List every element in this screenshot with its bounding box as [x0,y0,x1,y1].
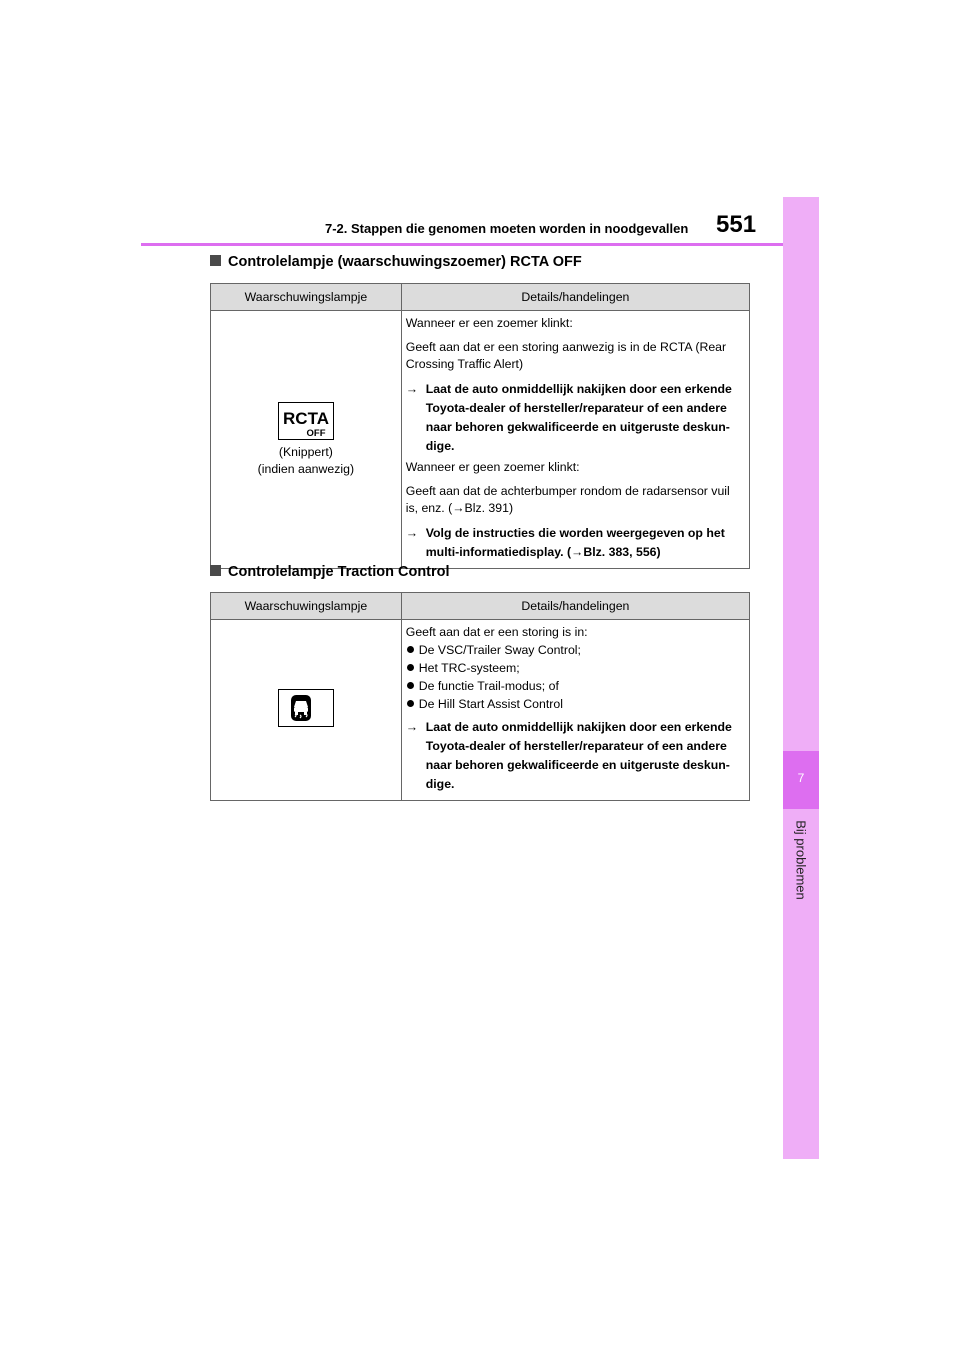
section-heading-traction [210,564,450,580]
list-item [406,695,744,713]
icon-cell [211,311,402,569]
details-cell [401,620,749,801]
section-heading-text: Controlelampje (waarschuwingszoemer) RCTA OFF [228,254,582,270]
list-item-text: De Hill Start Assist Control [418,697,563,711]
table-row [211,620,750,801]
chapter-number: 7 [797,771,805,785]
warning-table-rcta [210,283,750,569]
column-header-warning-light: Waarschuwingslampje [211,284,402,311]
section-header-title: 7-2. Stappen die genomen moeten worden in noodgevallen [325,221,689,236]
section-heading-rcta [210,254,582,270]
page-number: 551 [716,211,757,238]
list-item [406,677,744,695]
chapter-label: Bij problemen [793,820,809,900]
action-item [406,718,744,794]
list-item [406,641,744,659]
details-text: Wanneer er geen zoemer klinkt: [405,460,580,474]
icon-cell [211,620,402,801]
details-text: Wanneer er een zoemer klinkt: [405,316,573,330]
table-header-row [211,284,750,311]
bullet-icon [407,682,414,689]
traction-control-icon [278,689,334,727]
heading-square-icon [210,255,221,266]
off-icon-text: OFF [306,427,326,439]
bullet-icon [407,646,414,653]
column-header-details: Details/handelingen [401,284,749,311]
bullet-icon [407,664,414,671]
list-item-text: Het TRC-systeem; [418,661,520,675]
action-item [406,524,744,562]
details-text: Geeft aan dat de achterbumper rondom de radarsensor vuil is, enz. (→Blz. 391) [405,484,730,515]
header-divider [141,243,783,246]
details-text: Geeft aan dat er een storing is in: [405,625,588,639]
section-heading-text: Controlelampje Traction Control [228,564,450,580]
arrow-icon: → [405,720,419,734]
table-header-row [211,593,750,620]
chapter-side-tab [783,197,819,1159]
rcta-off-icon [278,402,334,440]
column-header-warning-light: Waarschuwingslampje [211,593,402,620]
icon-caption-if-present: (indien aanwezig) [257,461,355,476]
list-item [406,659,744,677]
action-text: Laat de auto onmiddellijk nakijken door een erkende Toyota-dealer of hersteller/reparateur of een andere naar behoren gekwalificeerde en uitgeruste deskun-dige. [425,382,732,453]
details-cell [401,311,749,569]
action-text: Volg de instructies die worden weergegeven op het multi-informatiedisplay. (→Blz. 383, 556) [425,526,725,559]
action-item [406,380,744,456]
rcta-icon-text: RCTA [282,408,329,428]
arrow-icon: → [405,382,419,396]
warning-table-traction [210,592,750,801]
icon-caption-blink: (Knippert) [278,444,333,459]
bullet-icon [407,700,414,707]
heading-square-icon [210,565,221,576]
arrow-icon: → [405,526,419,540]
action-text: Laat de auto onmiddellijk nakijken door een erkende Toyota-dealer of hersteller/reparateur of een andere naar behoren gekwalificeerde en uitgeruste deskun-dige. [425,720,732,791]
table-row [211,311,750,569]
details-text: Geeft aan dat er een storing aanwezig is in de RCTA (Rear Crossing Traffic Alert) [405,340,727,371]
list-item-text: De functie Trail-modus; of [418,679,559,693]
column-header-details: Details/handelingen [401,593,749,620]
list-item-text: De VSC/Trailer Sway Control; [418,643,581,657]
